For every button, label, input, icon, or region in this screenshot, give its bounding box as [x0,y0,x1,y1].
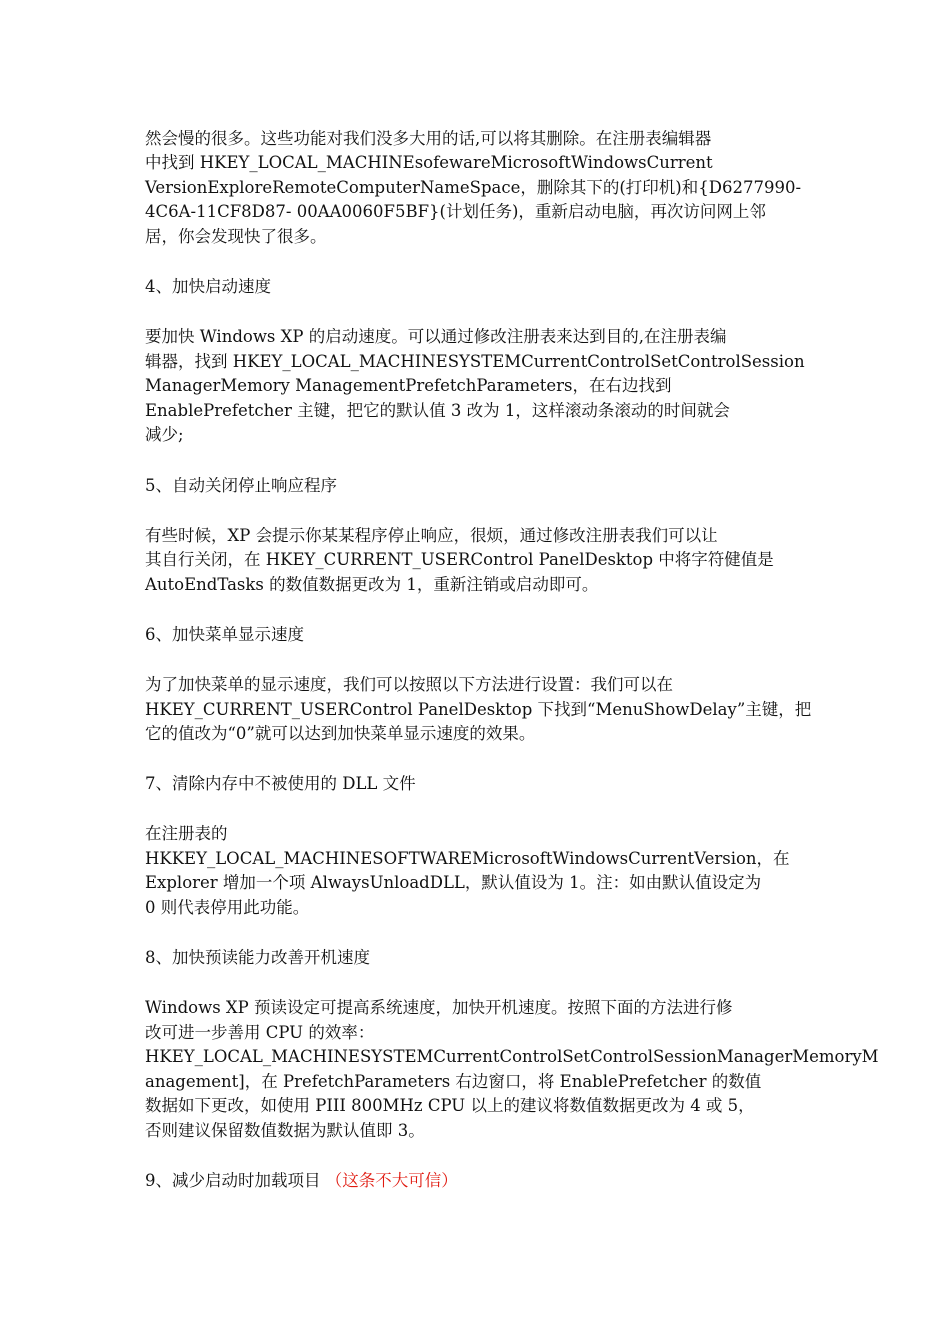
warning-note: （这条不大可信） [325,1171,458,1190]
text-line: Windows XP 预读设定可提高系统速度，加快开机速度。按照下面的方法进行修 [145,998,733,1017]
text-line: 它的值改为“0”就可以达到加快菜单显示速度的效果。 [145,724,536,743]
text-line: Explorer 增加一个项 AlwaysUnloadDLL，默认值设为 1。注：如由默认值设定为 [145,873,762,892]
text-line: HKEY_CURRENT_USERControl PanelDesktop 下找到“MenuShowDelay”主键，把 [145,700,812,719]
section-heading: 5、自动关闭停止响应程序 [145,476,337,495]
text-line: 在注册表的 [145,824,228,843]
text-line: HKKEY_LOCAL_MACHINESOFTWAREMicrosoftWindowsCurrentVersion，在 [145,849,790,868]
text-line: 数据如下更改，如使用 PIII 800MHz CPU 以上的建议将数值数据更改为 4 或 5， [145,1096,755,1115]
text-line: 0 则代表停用此功能。 [145,898,310,917]
text-line: 中找到 HKEY_LOCAL_MACHINEsofewareMicrosoftWindowsCurrent [145,153,713,172]
text-line: 要加快 Windows XP 的启动速度。可以通过修改注册表来达到目的,在注册表编 [145,327,727,346]
text-line: 辑器，找到 HKEY_LOCAL_MACHINESYSTEMCurrentControlSetControlSession [145,352,805,371]
text-line: EnablePrefetcher 主键，把它的默认值 3 改为 1，这样滚动条滚动的时间就会 [145,401,730,420]
text-line: 然会慢的很多。这些功能对我们没多大用的话,可以将其删除。在注册表编辑器 [145,129,712,148]
text-line: 4C6A-11CF8D87- 00AA0060F5BF}(计划任务)，重新启动电脑，再次访问网上邻 [145,202,766,221]
section-heading: 7、清除内存中不被使用的 DLL 文件 [145,774,416,793]
text-line: 居，你会发现快了很多。 [145,227,327,246]
text-line: 为了加快菜单的显示速度，我们可以按照以下方法进行设置：我们可以在 [145,675,673,694]
text-line: 否则建议保留数值数据为默认值即 3。 [145,1121,425,1140]
text-line: anagement]，在 PrefetchParameters 右边窗口，将 EnablePrefetcher 的数值 [145,1072,762,1091]
section-heading: 6、加快菜单显示速度 [145,625,304,644]
text-line: AutoEndTasks 的数值数据更改为 1，重新注销或启动即可。 [145,575,599,594]
section-heading: 4、加快启动速度 [145,277,271,296]
section-heading: 8、加快预读能力改善开机速度 [145,948,370,967]
text-line: VersionExploreRemoteComputerNameSpace，删除其下的(打印机)和{D6277990- [145,178,802,197]
text-line: 有些时候，XP 会提示你某某程序停止响应，很烦，通过修改注册表我们可以让 [145,526,718,545]
text-line: 减少; [145,425,184,444]
text-line: 改可进一步善用 CPU 的效率： [145,1023,375,1042]
section-heading-text: 9、减少启动时加载项目 [145,1171,321,1190]
text-line: 其自行关闭，在 HKEY_CURRENT_USERControl PanelDesktop 中将字符健值是 [145,550,774,569]
text-line: HKEY_LOCAL_MACHINESYSTEMCurrentControlSetControlSessionManagerMemoryM [145,1047,879,1066]
text-line: ManagerMemory ManagementPrefetchParameters，在右边找到 [145,376,672,395]
section-heading [145,1169,845,1193]
